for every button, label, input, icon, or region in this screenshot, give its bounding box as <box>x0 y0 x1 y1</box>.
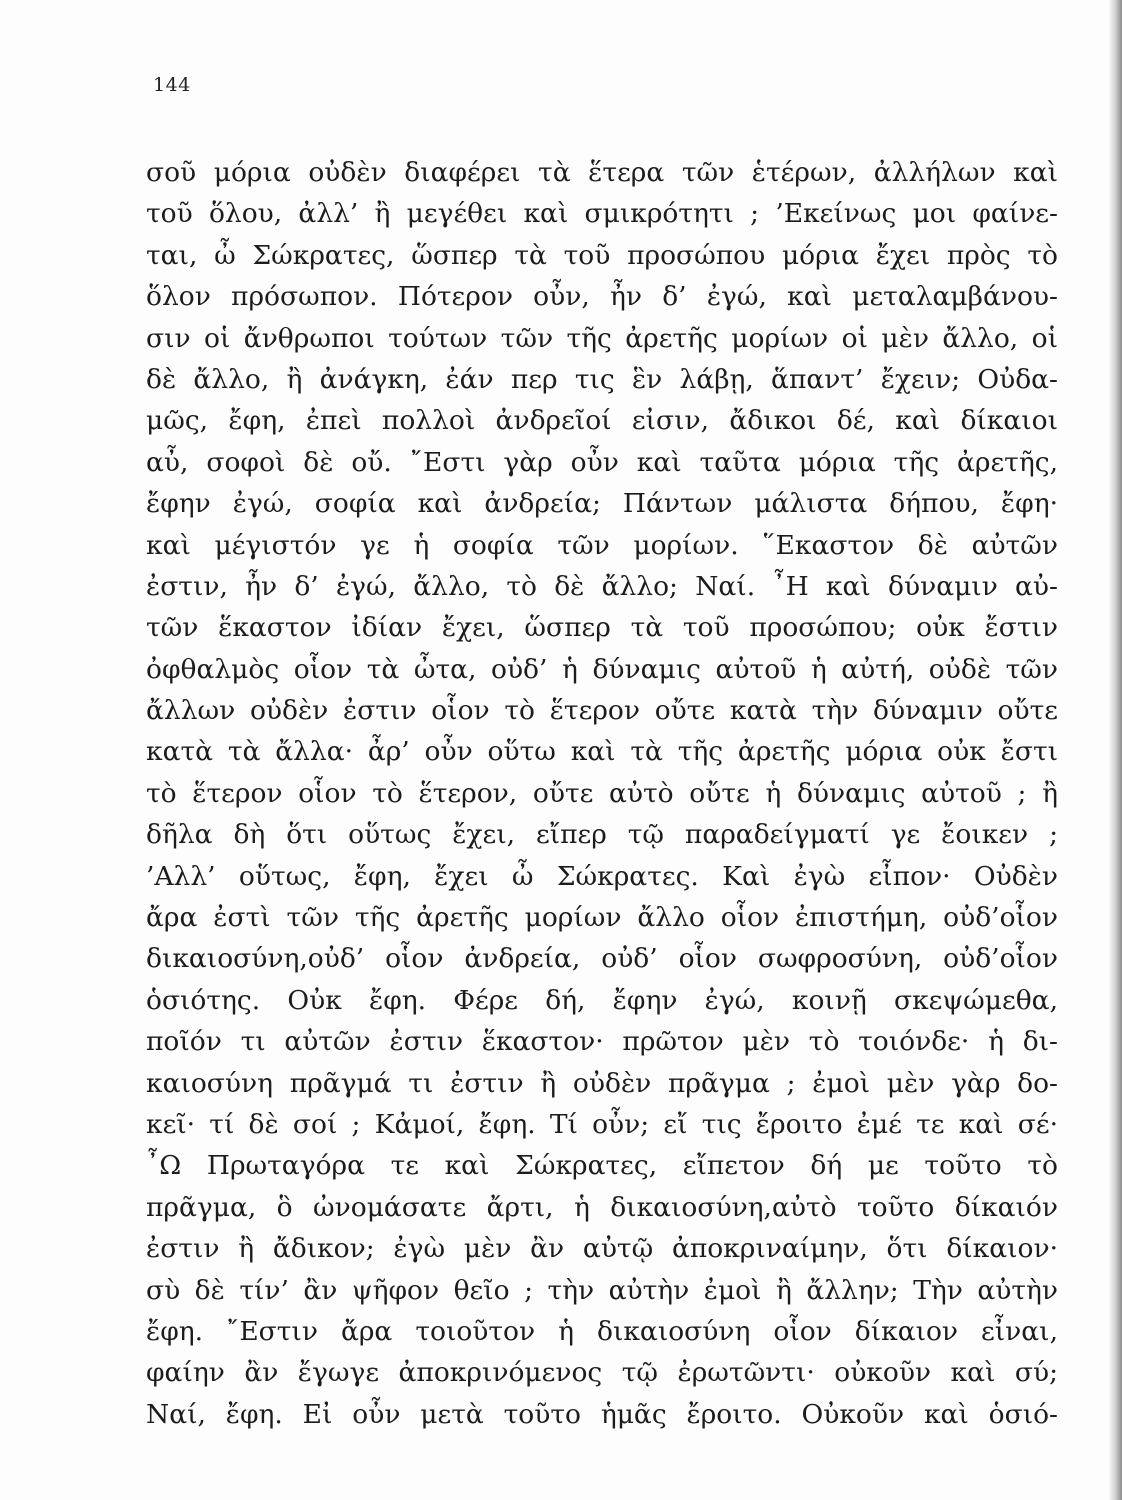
text-line: μῶς, ἔφη, ἐπεὶ πολλοὶ ἀνδρεῖοί εἰσιν, ἄδικοι δέ, καὶ δίκαιοι <box>146 405 1058 437</box>
text-line: καιοσύνη πρᾶγμά τι ἐστιν ἢ οὐδὲν πρᾶγμα ; ἐμοὶ μὲν γὰρ δο- <box>146 1067 1058 1099</box>
text-line: καὶ μέγιστόν γε ἡ σοφία τῶν μορίων. ῞Εκαστον δὲ αὐτῶν <box>146 529 1058 561</box>
text-line: πρᾶγμα, ὃ ὠνομάσατε ἄρτι, ἡ δικαιοσύνη,αὐτὸ τοῦτο δίκαιόν <box>146 1191 1058 1223</box>
text-line: ἔφην ἐγώ, σοφία καὶ ἀνδρεία; Πάντων μάλιστα δήπου, ἔφη· <box>146 488 1058 520</box>
text-line: αὖ, σοφοὶ δὲ οὔ. ῎Εστι γὰρ οὖν καὶ ταῦτα μόρια τῆς ἀρετῆς, <box>146 446 1058 478</box>
text-line: ἄρα ἐστὶ τῶν τῆς ἀρετῆς μορίων ἄλλο οἷον ἐπιστήμη, οὐδ’οἷον <box>146 902 1058 934</box>
text-line: ὅλον πρόσωπον. Πότερον οὖν, ἦν δ’ ἐγώ, καὶ μεταλαμβάνου- <box>146 281 1058 313</box>
body-text <box>146 152 1058 1435</box>
text-line: σὺ δὲ τίν’ ἂν ψῆφον θεῖο ; τὴν αὐτὴν ἐμοὶ ἢ ἄλλην; Τὴν αὐτὴν <box>146 1274 1058 1306</box>
text-line: δῆλα δὴ ὅτι οὕτως ἔχει, εἴπερ τῷ παραδείγματί γε ἔοικεν ; <box>146 819 1058 851</box>
text-line: τὸ ἕτερον οἷον τὸ ἕτερον, οὔτε αὐτὸ οὔτε ἡ δύναμις αὐτοῦ ; ἢ <box>146 777 1058 809</box>
text-line: τῶν ἕκαστον ἰδίαν ἔχει, ὥσπερ τὰ τοῦ προσώπου; οὐκ ἔστιν <box>146 612 1058 644</box>
text-line: σοῦ μόρια οὐδὲν διαφέρει τὰ ἕτερα τῶν ἑτέρων, ἀλλήλων καὶ <box>146 157 1058 188</box>
text-line: ὁσιότης. Οὐκ ἔφη. Φέρε δή, ἔφην ἐγώ, κοινῇ σκεψώμεθα, <box>146 984 1058 1016</box>
text-line: ποῖόν τι αὐτῶν ἐστιν ἕκαστον· πρῶτον μὲν τὸ τοιόνδε· ἡ δι- <box>146 1026 1058 1058</box>
text-line: ἐστιν, ἦν δ’ ἐγώ, ἄλλο, τὸ δὲ ἄλλο; Ναί. ῏Η καὶ δύναμιν αὐ- <box>146 570 1058 602</box>
text-line: ἄλλων οὐδὲν ἐστιν οἷον τὸ ἕτερον οὔτε κατὰ τὴν δύναμιν οὔτε <box>146 695 1058 727</box>
text-line: ται, ὦ Σώκρατες, ὥσπερ τὰ τοῦ προσώπου μόρια ἔχει πρὸς τὸ <box>146 239 1058 271</box>
text-line: Ναί, ἔφη. Εἰ οὖν μετὰ τοῦτο ἡμᾶς ἔροιτο. Οὐκοῦν καὶ ὁσιό- <box>146 1398 1058 1430</box>
text-line: σιν οἱ ἄνθρωποι τούτων τῶν τῆς ἀρετῆς μορίων οἱ μὲν ἄλλο, οἱ <box>146 322 1058 354</box>
text-line: ῏Ω Πρωταγόρα τε καὶ Σώκρατες, εἴπετον δή με τοῦτο τὸ <box>146 1150 1058 1182</box>
text-line: δὲ ἄλλο, ἢ ἀνάγκη, ἐάν περ τις ἓν λάβῃ, ἅπαντ’ ἔχειν; Οὐδα- <box>146 363 1058 395</box>
text-line: δικαιοσύνη,οὐδ’ οἷον ἀνδρεία, οὐδ’ οἷον σωφροσύνη, οὐδ’οἷον <box>146 943 1058 975</box>
text-line: κεῖ· τί δὲ σοί ; Κἀμοί, ἔφη. Τί οὖν; εἴ τις ἔροιτο ἐμέ τε καὶ σέ· <box>146 1108 1058 1140</box>
text-line: ’Αλλ’ οὕτως, ἔφη, ἔχει ὦ Σώκρατες. Καὶ ἐγὼ εἶπον· Οὐδὲν <box>146 860 1058 892</box>
text-line: τοῦ ὅλου, ἀλλ’ ἢ μεγέθει καὶ σμικρότητι ; ’Εκείνως μοι φαίνε- <box>146 198 1058 230</box>
text-line: ὀφθαλμὸς οἷον τὰ ὦτα, οὐδ’ ἡ δύναμις αὐτοῦ ἡ αὐτή, οὐδὲ τῶν <box>146 653 1058 685</box>
page-number: 144 <box>153 74 191 96</box>
text-line: ἐστιν ἢ ἄδικον; ἐγὼ μὲν ἂν αὐτῷ ἀποκριναίμην, ὅτι δίκαιον· <box>146 1233 1058 1265</box>
page-edge-shadow <box>1108 0 1122 1500</box>
text-line: φαίην ἂν ἔγωγε ἀποκρινόμενος τῷ ἐρωτῶντι· οὐκοῦν καὶ σύ; <box>146 1357 1058 1389</box>
text-line: ἔφη. ῎Εστιν ἄρα τοιοῦτον ἡ δικαιοσύνη οἷον δίκαιον εἶναι, <box>146 1315 1058 1347</box>
text-line: κατὰ τὰ ἄλλα· ἆρ’ οὖν οὕτω καὶ τὰ τῆς ἀρετῆς μόρια οὐκ ἔστι <box>146 736 1058 768</box>
